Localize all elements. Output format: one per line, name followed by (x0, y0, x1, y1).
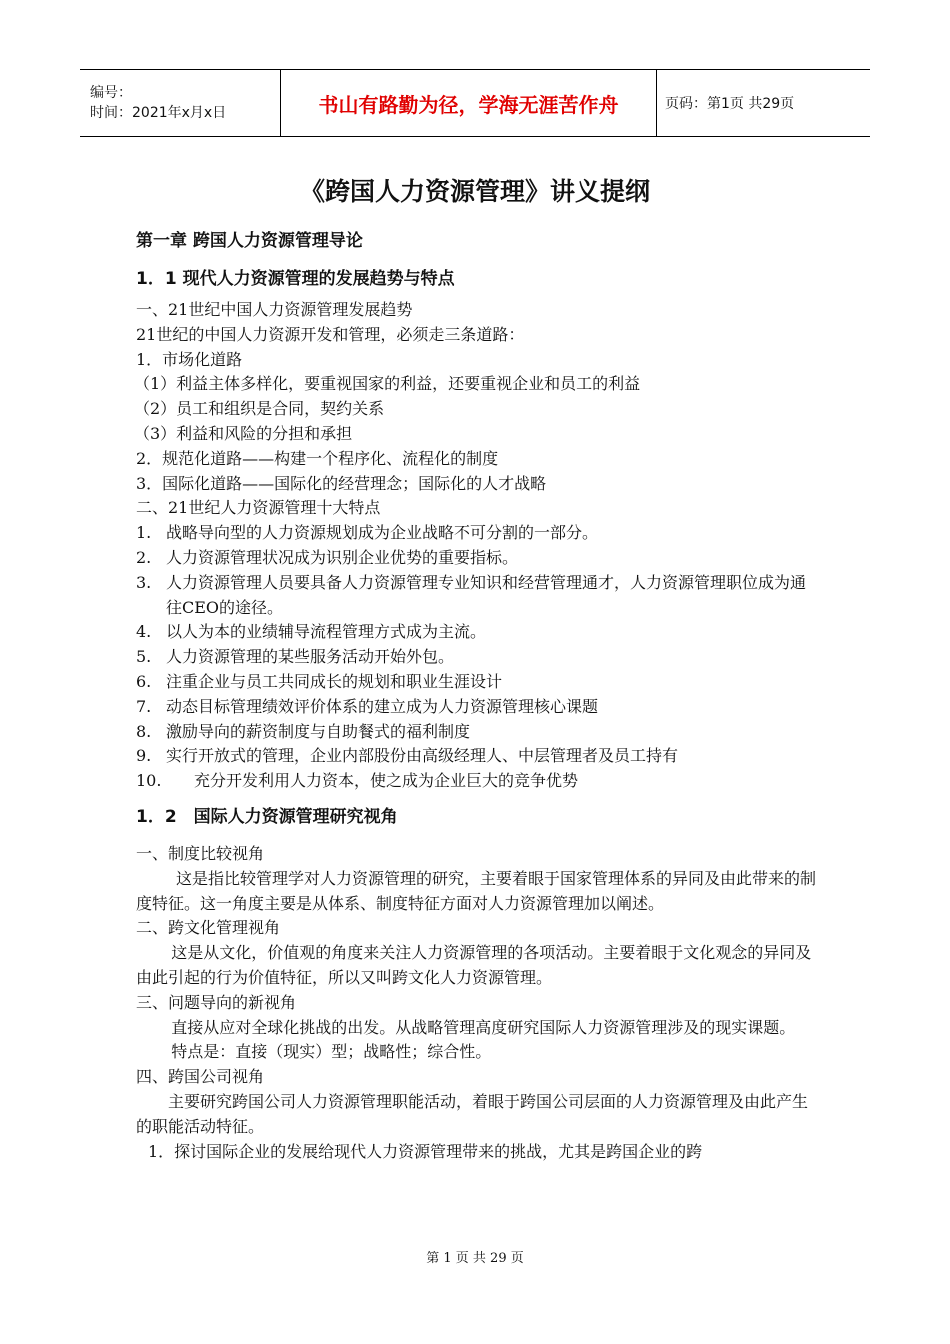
feature-item: 10. 充分开发利用人力资本，使之成为企业巨大的竞争优势 (136, 771, 579, 791)
document-title: 《跨国人力资源管理》讲义提纲 (299, 177, 650, 206)
feature-item: 1. 战略导向型的人力资源规划成为企业战略不可分割的一部分。 (136, 523, 599, 543)
date-label: 时间：2021年x月x日 (90, 105, 227, 121)
part2-heading: 二、21世纪人力资源管理十大特点 (136, 498, 381, 518)
serial-number-label: 编号： (90, 85, 132, 101)
feature-item: 9. 实行开放式的管理，企业内部股份由高级经理人、中层管理者及员工持有 (136, 746, 679, 766)
view3-heading: 三、问题导向的新视角 (136, 992, 297, 1012)
view4-paragraph: 主要研究跨国公司人力资源管理职能活动，着眼于跨国公司层面的人力资源管理及由此产生的职能活动特征。 (136, 1091, 809, 1136)
header-table (80, 69, 870, 137)
part1-heading: 一、21世纪中国人力资源管理发展趋势 (136, 300, 413, 319)
section-heading-1-1: 1．1 现代人力资源管理的发展趋势与特点 (136, 269, 455, 289)
road1-item: （3）利益和风险的分担和承担 (134, 423, 353, 443)
view4-heading: 四、跨国公司视角 (136, 1067, 265, 1087)
feature-item: 7. 动态目标管理绩效评价体系的建立成为人力资源管理核心课题 (136, 696, 599, 716)
feature-item: 8. 激励导向的薪资制度与自助餐式的福利制度 (136, 721, 471, 741)
view3-features: 特点是：直接（现实）型；战略性；综合性。 (171, 1042, 492, 1062)
road1-item: （1）利益主体多样化，要重视国家的利益，还要重视企业和员工的利益 (134, 374, 641, 394)
chapter-heading: 第一章 跨国人力资源管理导论 (136, 231, 363, 251)
part1-intro: 21世纪的中国人力资源开发和管理，必须走三条道路： (136, 324, 525, 344)
header-meta-cell (80, 70, 280, 136)
view1-paragraph: 这是指比较管理学对人力资源管理的研究，主要着眼于国家管理体系的异同及由此带来的制度特征。这一角度主要是从体系、制度特征方面对人力资源管理加以阐述。 (136, 868, 817, 913)
view1-heading: 一、制度比较视角 (136, 843, 265, 863)
road-1: 1．市场化道路 (136, 349, 243, 369)
view2-heading: 二、跨文化管理视角 (136, 918, 281, 938)
header-page-info: 页码：第1页 共29页 (665, 96, 795, 112)
view4-item-1: 1．探讨国际企业的发展给现代人力资源管理带来的挑战，尤其是跨国企业的跨 (148, 1141, 703, 1161)
feature-item: 2. 人力资源管理状况成为识别企业优势的重要指标。 (136, 547, 519, 567)
view2-paragraph: 这是从文化，价值观的角度来关注人力资源管理的各项活动。主要着眼于文化观念的异同及由此引起的行为价值特征，所以又叫跨文化人力资源管理。 (136, 943, 812, 987)
road1-item: （2）员工和组织是合同，契约关系 (134, 399, 385, 419)
road-3: 3．国际化道路——国际化的经营理念；国际化的人才战略 (136, 473, 547, 493)
page-footer: 第 1 页 共 29 页 (426, 1251, 524, 1266)
road-2: 2．规范化道路——构建一个程序化、流程化的制度 (136, 448, 499, 468)
section-heading-1-2: 1．2 国际人力资源管理研究视角 (136, 806, 398, 827)
feature-item: 3. 人力资源管理人员要具备人力资源管理专业知识和经营管理通才，人力资源管理职位成为通往CEO的途径。 (136, 572, 807, 617)
header-motto-cell (280, 70, 657, 136)
view3-paragraph: 直接从应对全球化挑战的出发。从战略管理高度研究国际人力资源管理涉及的现实课题。 (171, 1017, 796, 1037)
feature-item: 6. 注重企业与员工共同成长的规划和职业生涯设计 (136, 671, 503, 691)
feature-item: 5. 人力资源管理的某些服务活动开始外包。 (136, 647, 455, 667)
header-page-cell (657, 70, 870, 136)
motto-text: 书山有路勤为径，学海无涯苦作舟 (318, 92, 619, 117)
feature-item: 4. 以人为本的业绩辅导流程管理方式成为主流。 (136, 622, 487, 642)
document-body (136, 226, 821, 1164)
